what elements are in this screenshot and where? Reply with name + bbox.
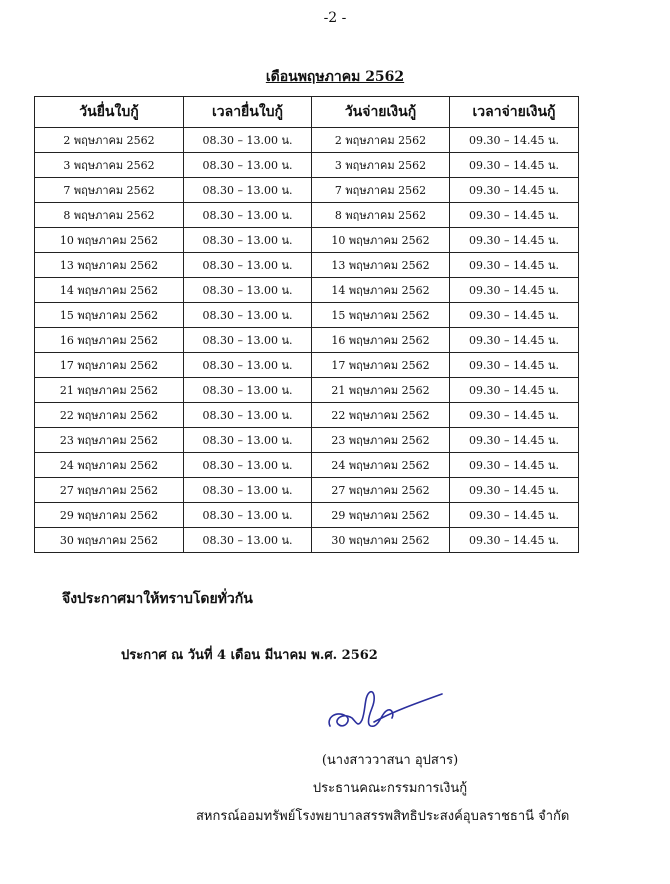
payout-date-cell: 17 พฤษภาคม 2562 (312, 353, 450, 378)
table-row (35, 428, 579, 453)
payout-time-cell: 09.30 – 14.45 น. (450, 503, 579, 528)
payout-time-cell: 09.30 – 14.45 น. (450, 278, 579, 303)
payout-date-cell: 23 พฤษภาคม 2562 (312, 428, 450, 453)
payout-date-cell: 16 พฤษภาคม 2562 (312, 328, 450, 353)
payout-time-cell: 09.30 – 14.45 น. (450, 178, 579, 203)
apply-time-cell: 08.30 – 13.00 น. (184, 453, 312, 478)
apply-date-cell: 24 พฤษภาคม 2562 (35, 453, 184, 478)
apply-time-cell: 08.30 – 13.00 น. (184, 378, 312, 403)
table-header-row (35, 97, 579, 128)
apply-time-cell: 08.30 – 13.00 น. (184, 478, 312, 503)
apply-date-cell: 30 พฤษภาคม 2562 (35, 528, 184, 553)
header-apply-date: วันยื่นใบกู้ (35, 97, 184, 128)
payout-time-cell: 09.30 – 14.45 น. (450, 428, 579, 453)
apply-date-cell: 7 พฤษภาคม 2562 (35, 178, 184, 203)
apply-time-cell: 08.30 – 13.00 น. (184, 428, 312, 453)
signer-name: (นางสาววาสนา อุปสาร) (321, 753, 459, 768)
apply-time-cell: 08.30 – 13.00 น. (184, 203, 312, 228)
payout-date-cell: 13 พฤษภาคม 2562 (312, 253, 450, 278)
apply-date-cell: 17 พฤษภาคม 2562 (35, 353, 184, 378)
apply-date-cell: 10 พฤษภาคม 2562 (35, 228, 184, 253)
apply-date-cell: 13 พฤษภาคม 2562 (35, 253, 184, 278)
apply-date-cell: 21 พฤษภาคม 2562 (35, 378, 184, 403)
payout-time-cell: 09.30 – 14.45 น. (450, 303, 579, 328)
apply-date-cell: 23 พฤษภาคม 2562 (35, 428, 184, 453)
payout-time-cell: 09.30 – 14.45 น. (450, 378, 579, 403)
apply-date-cell: 2 พฤษภาคม 2562 (35, 128, 184, 153)
table-row (35, 453, 579, 478)
payout-time-cell: 09.30 – 14.45 น. (450, 478, 579, 503)
apply-time-cell: 08.30 – 13.00 น. (184, 328, 312, 353)
payout-time-cell: 09.30 – 14.45 น. (450, 228, 579, 253)
table-row (35, 128, 579, 153)
payout-date-cell: 8 พฤษภาคม 2562 (312, 203, 450, 228)
table-row (35, 403, 579, 428)
apply-date-cell: 22 พฤษภาคม 2562 (35, 403, 184, 428)
table-row (35, 253, 579, 278)
payout-date-cell: 15 พฤษภาคม 2562 (312, 303, 450, 328)
apply-time-cell: 08.30 – 13.00 น. (184, 528, 312, 553)
payout-time-cell: 09.30 – 14.45 น. (450, 253, 579, 278)
closing-text: จึงประกาศมาให้ทราบโดยทั่วกัน (62, 591, 253, 607)
table-row (35, 328, 579, 353)
header-apply-time: เวลายื่นใบกู้ (184, 97, 312, 128)
table-row (35, 203, 579, 228)
payout-time-cell: 09.30 – 14.45 น. (450, 203, 579, 228)
organization-name: สหกรณ์ออมทรัพย์โรงพยาบาลสรรพสิทธิประสงค์อุบลราชธานี จำกัด (196, 809, 570, 824)
loan-schedule-table (34, 96, 579, 553)
table-row (35, 278, 579, 303)
payout-date-cell: 7 พฤษภาคม 2562 (312, 178, 450, 203)
apply-date-cell: 16 พฤษภาคม 2562 (35, 328, 184, 353)
month-heading: เดือนพฤษภาคม 2562 (265, 69, 405, 85)
apply-date-cell: 14 พฤษภาคม 2562 (35, 278, 184, 303)
payout-time-cell: 09.30 – 14.45 น. (450, 153, 579, 178)
payout-date-cell: 30 พฤษภาคม 2562 (312, 528, 450, 553)
table-row (35, 228, 579, 253)
payout-date-cell: 3 พฤษภาคม 2562 (312, 153, 450, 178)
apply-time-cell: 08.30 – 13.00 น. (184, 228, 312, 253)
apply-date-cell: 27 พฤษภาคม 2562 (35, 478, 184, 503)
payout-time-cell: 09.30 – 14.45 น. (450, 528, 579, 553)
payout-date-cell: 21 พฤษภาคม 2562 (312, 378, 450, 403)
announcement-line: ประกาศ ณ วันที่ 4 เดือน มีนาคม พ.ศ. 2562 (121, 648, 378, 663)
table-row (35, 478, 579, 503)
signature-image (322, 682, 452, 742)
apply-time-cell: 08.30 – 13.00 น. (184, 253, 312, 278)
table-row (35, 503, 579, 528)
apply-time-cell: 08.30 – 13.00 น. (184, 353, 312, 378)
payout-time-cell: 09.30 – 14.45 น. (450, 403, 579, 428)
header-payout-date: วันจ่ายเงินกู้ (312, 97, 450, 128)
apply-time-cell: 08.30 – 13.00 น. (184, 178, 312, 203)
apply-date-cell: 3 พฤษภาคม 2562 (35, 153, 184, 178)
table-row (35, 378, 579, 403)
apply-time-cell: 08.30 – 13.00 น. (184, 153, 312, 178)
page-number: -2 - (323, 10, 347, 26)
payout-date-cell: 24 พฤษภาคม 2562 (312, 453, 450, 478)
payout-time-cell: 09.30 – 14.45 น. (450, 328, 579, 353)
table-row (35, 528, 579, 553)
table-row (35, 303, 579, 328)
table-row (35, 153, 579, 178)
apply-time-cell: 08.30 – 13.00 น. (184, 403, 312, 428)
apply-time-cell: 08.30 – 13.00 น. (184, 303, 312, 328)
payout-date-cell: 27 พฤษภาคม 2562 (312, 478, 450, 503)
payout-time-cell: 09.30 – 14.45 น. (450, 128, 579, 153)
payout-date-cell: 14 พฤษภาคม 2562 (312, 278, 450, 303)
payout-date-cell: 22 พฤษภาคม 2562 (312, 403, 450, 428)
apply-date-cell: 15 พฤษภาคม 2562 (35, 303, 184, 328)
table-row (35, 178, 579, 203)
apply-date-cell: 8 พฤษภาคม 2562 (35, 203, 184, 228)
table-row (35, 353, 579, 378)
apply-time-cell: 08.30 – 13.00 น. (184, 503, 312, 528)
payout-time-cell: 09.30 – 14.45 น. (450, 353, 579, 378)
apply-time-cell: 08.30 – 13.00 น. (184, 128, 312, 153)
payout-time-cell: 09.30 – 14.45 น. (450, 453, 579, 478)
payout-date-cell: 29 พฤษภาคม 2562 (312, 503, 450, 528)
header-payout-time: เวลาจ่ายเงินกู้ (450, 97, 579, 128)
apply-time-cell: 08.30 – 13.00 น. (184, 278, 312, 303)
apply-date-cell: 29 พฤษภาคม 2562 (35, 503, 184, 528)
signer-position: ประธานคณะกรรมการเงินกู้ (312, 781, 468, 796)
payout-date-cell: 2 พฤษภาคม 2562 (312, 128, 450, 153)
payout-date-cell: 10 พฤษภาคม 2562 (312, 228, 450, 253)
